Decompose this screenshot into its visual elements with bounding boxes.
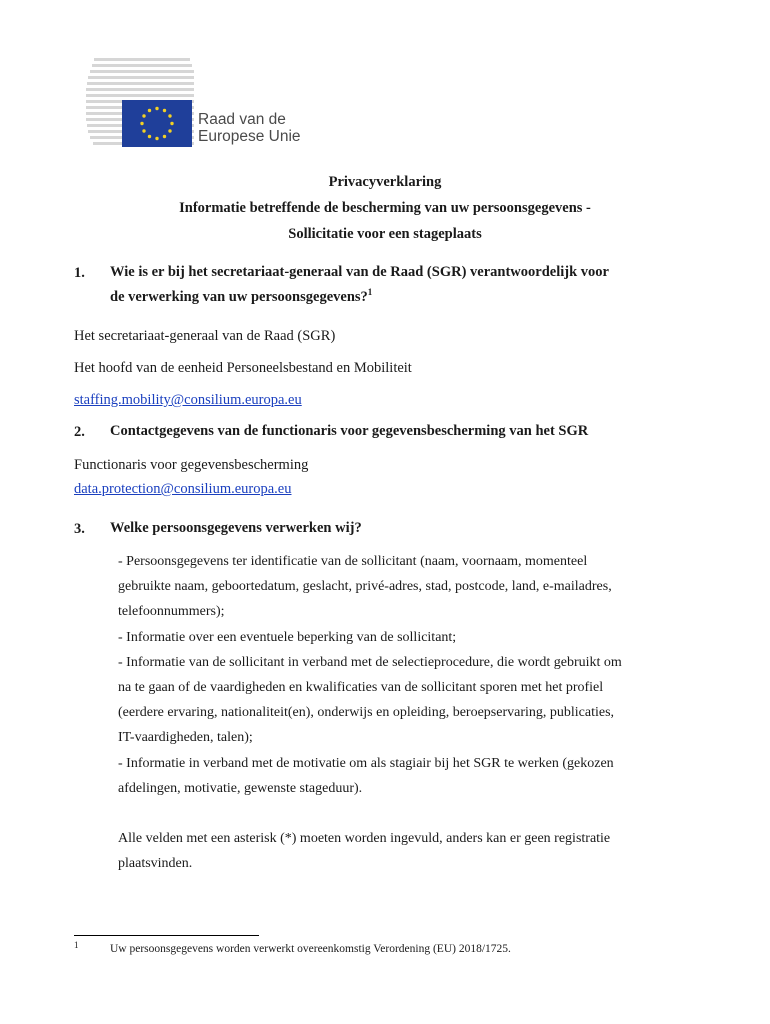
list-line: gebruikte naam, geboortedatum, geslacht, privé-adres, stad, postcode, land, e-mailadres, [118,579,612,595]
list-line: - Persoonsgegevens ter identificatie van de sollicitant (naam, voornaam, momenteel [118,554,588,569]
footnote-number: 1 [74,940,79,950]
flag-star [142,129,145,132]
document-subtitle-1: Informatie betreffende de bescherming van uw persoonsgegevens - [179,200,591,216]
footnote-text: Uw persoonsgegevens worden verwerkt overeenkomstig Verordening (EU) 2018/1725. [110,943,511,955]
section-3-heading: Welke persoonsgegevens verwerken wij? [110,520,362,536]
section-2-number: 2. [74,424,85,440]
personal-data-list [118,549,698,801]
section-1-heading-line1: Wie is er bij het secretariaat-generaal van de Raad (SGR) verantwoordelijk voor [110,264,609,280]
note-line2: plaatsvinden. [118,856,193,872]
section-1-heading [110,260,710,310]
document-subtitle-2: Sollicitatie voor een stageplaats [288,226,482,242]
list-line: - Informatie in verband met de motivatie om als stagiair bij het SGR te werken (gekozen [118,755,614,771]
flag-star [168,129,171,132]
council-name-line1: Raad van de [198,111,286,128]
list-line: IT-vaardigheden, talen); [118,730,253,746]
footnote-ref[interactable]: 1 [367,287,373,298]
section-1-number: 1. [74,265,85,281]
flag-star [148,109,151,112]
dpo-email-link[interactable]: data.protection@consilium.europa.eu [74,481,292,497]
flag-star [168,114,171,117]
list-line: - Informatie van de sollicitant in verband met de selectieprocedure, die wordt gebruikt om [118,654,622,670]
flag-star [155,107,158,110]
flag-star [163,109,166,112]
flag-star [163,135,166,138]
section-3-number: 3. [74,521,85,537]
list-line: (eerdere ervaring, nationaliteit(en), onderwijs en opleiding, beroepservaring, publicaties, [118,705,615,721]
flag-star [148,135,151,138]
flag-star [170,122,173,125]
flag-star [140,122,143,125]
list-line: telefoonnummers); [118,604,225,620]
council-name [198,111,301,145]
mandatory-fields-note [118,826,698,876]
flag-star [155,137,158,140]
section-2-heading: Contactgegevens van de functionaris voor gegevensbescherming van het SGR [110,423,589,439]
list-line: afdelingen, motivatie, gewenste stageduur). [118,780,363,796]
council-name-line2: Europese Unie [198,128,301,145]
list-line: - Informatie over een eventuele beperking van de sollicitant; [118,629,457,645]
controller-unit: Het hoofd van de eenheid Personeelsbestand en Mobiliteit [74,360,412,376]
dpo-title: Functionaris voor gegevensbescherming [74,457,309,473]
controller-name: Het secretariaat-generaal van de Raad (SGR) [74,328,336,344]
section-1-heading-line2: de verwerking van uw persoonsgegevens?$^1$ [110,287,373,305]
flag-star [142,114,145,117]
controller-email-link[interactable]: staffing.mobility@consilium.europa.eu [74,392,302,408]
list-line: na te gaan of de vaardigheden en kwalificaties van de sollicitant sporen met het profiel [118,680,604,696]
document-title: Privacyverklaring [328,174,442,190]
note-line1: Alle velden met een asterisk (*) moeten worden ingevuld, anders kan er geen registratie [118,831,611,846]
footnote-divider [74,935,259,936]
